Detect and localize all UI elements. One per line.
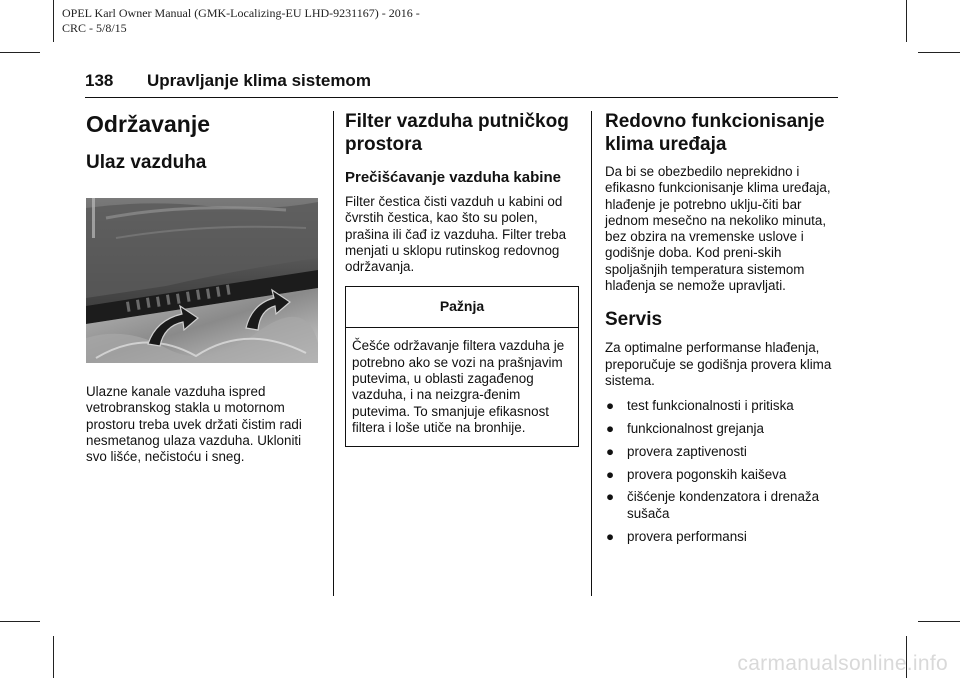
subsection-heading: Prečišćavanje vazduha kabine [345,169,561,186]
air-inlet-illustration [86,198,318,363]
body-text: Da bi se obezbedilo neprekidno i efikasno funkcionisanje klima uređaja, hlađenje je potrebno uklju-čiti bar jednom mesečno na nekoliko minuta, bez obzira na vremenske uslove i godišnje doba. Kod preni-skih spoljašnjih temperatura sistemom hlađenja se nemože upravljati. [605,164,831,294]
crop-mark [0,52,40,53]
caution-box [345,286,579,447]
column-3 [605,108,841,551]
crop-mark [906,0,907,42]
list-item-text: provera performansi [627,528,747,544]
list-item-text: čišćenje kondenzatora i drenaža sušača [627,489,820,521]
crop-mark [918,52,960,53]
column-1 [86,108,322,174]
subsection-heading: Servis [605,309,663,331]
bullet-icon: ● [606,443,615,459]
caution-body [346,328,578,446]
subsection-heading: Ulaz vazduha [86,152,207,173]
list-item-text: provera zaptivenosti [627,443,747,459]
bullet-icon: ● [606,421,615,437]
page-header-title: Upravljanje klima sistemom [147,71,371,90]
crop-mark [918,621,960,622]
list-item [605,444,841,460]
bullet-icon: ● [606,398,615,414]
column-2 [345,108,579,447]
page-header [85,70,838,92]
list-item [605,398,841,414]
document-meta-line: OPEL Karl Owner Manual (GMK-Localizing-EU LHD-9231167) - 2016 - [62,6,420,20]
crop-mark [0,621,40,622]
list-item [605,489,841,522]
body-text: Filter čestica čisti vazduh u kabini od čvrstih čestica, kao što su polen, prašina ili čađ iz vazduha. Filter treba menjati u sklopu rutinskog redovnog održavanja. [345,194,567,275]
section-heading: Filter vazduha putničkog prostora [345,111,569,155]
list-item-text: funkcionalnost grejanja [627,421,764,437]
list-item-text: test funkcionalnosti i pritiska [627,398,794,414]
column-divider [591,111,592,596]
section-heading: Redovno funkcionisanje klima uređaja [605,111,825,155]
caution-text: Češće održavanje filtera vazduha je potrebno ako se vozi na prašnjavim putevima, u oblasti zagađenog vazduha, i na neizgra-đenim putevima. To smanjuje efikasnost filtera i loše utiče na bronhije. [352,338,565,435]
body-text: Ulazne kanale vazduha ispred vetrobranskog stakla u motornom prostoru treba uvek držati čistim radi nesmetanog ulaza vazduha. Ukloniti svo lišće, nečistoću i sneg. [86,384,302,465]
list-item [605,529,841,545]
crop-mark [53,636,54,678]
list-item [605,421,841,437]
bullet-icon: ● [606,528,615,544]
header-rule [85,97,838,98]
body-text: Za optimalne performanse hlađenja, preporučuje se godišnja provera klima sistema. [605,340,832,388]
document-meta [62,6,420,36]
list-item [605,467,841,483]
crop-mark [53,0,54,42]
document-meta-line: CRC - 5/8/15 [62,21,127,35]
page-number: 138 [85,71,114,90]
air-inlet-photo [86,198,318,363]
caution-title: Pažnja [439,298,485,315]
bullet-icon: ● [606,466,615,482]
column-divider [333,111,334,596]
service-list [605,398,841,545]
column-1-text [86,384,322,465]
section-heading: Održavanje [86,111,210,137]
list-item-text: provera pogonskih kaiševa [627,466,787,482]
bullet-icon: ● [606,489,615,505]
watermark: carmanualsonline.info [737,652,948,675]
